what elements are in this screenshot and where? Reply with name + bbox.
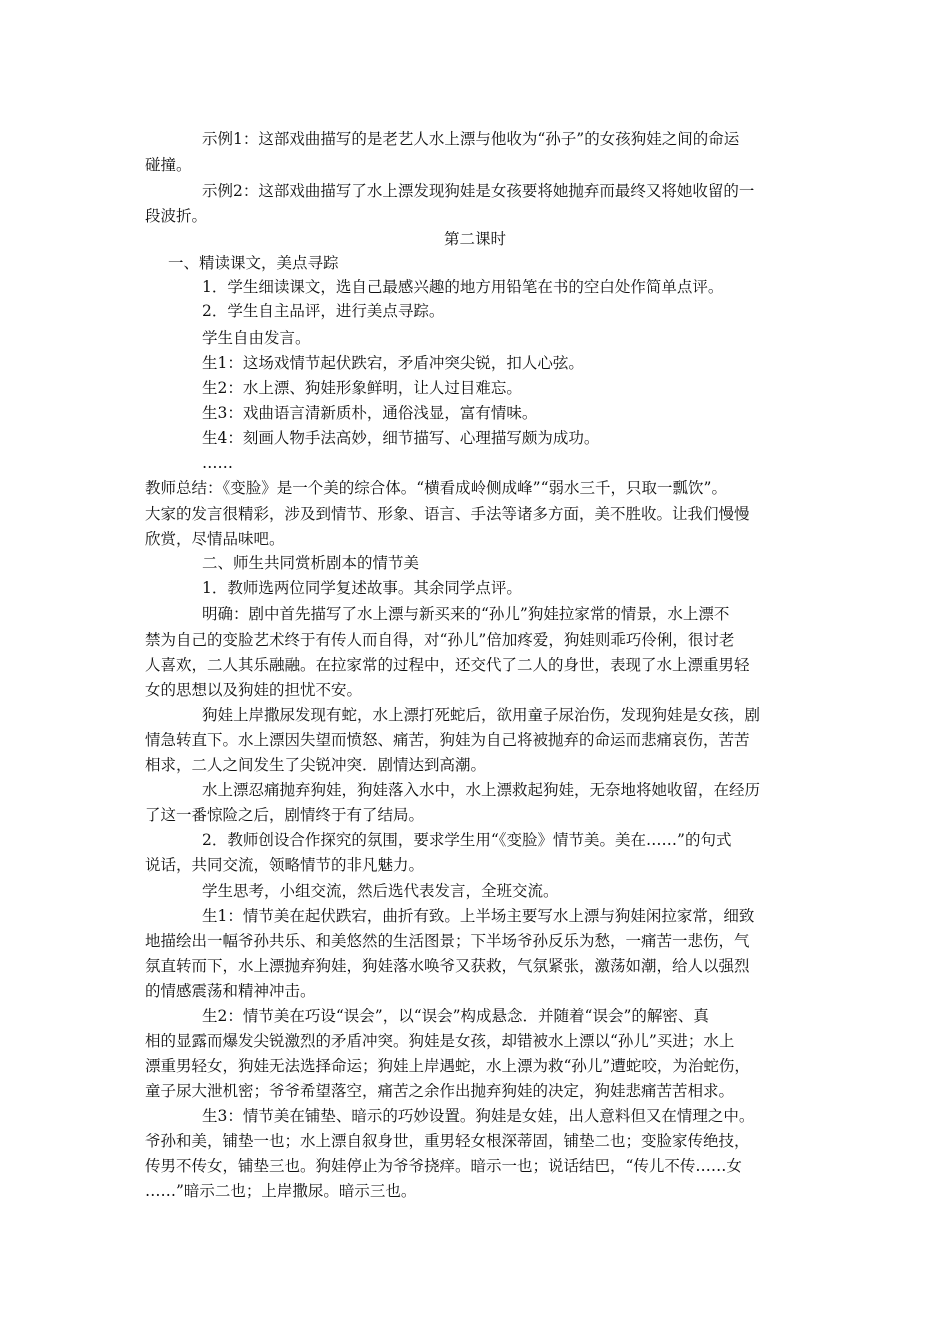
text-line: 2．教师创设合作探究的氛围，要求学生用“《变脸》情节美。美在……”的句式 xyxy=(202,831,732,849)
text-line: 氛直转而下，水上漂抛弃狗娃，狗娃落水唤爷又获救，气氛紧张，激荡如潮，给人以强烈 xyxy=(145,957,750,975)
text-line: 明确：剧中首先描写了水上漂与新买来的“孙儿”狗娃拉家常的情景，水上漂不 xyxy=(202,605,730,623)
text-line: 了这一番惊险之后，剧情终于有了结局。 xyxy=(145,806,425,824)
text-line: 爷孙和美，铺垫一也；水上漂自叙身世，重男轻女根深蒂固，铺垫二也；变脸家传绝技， xyxy=(145,1132,750,1150)
text-line: 地描绘出一幅爷孙共乐、和美悠然的生活图景；下半场爷孙反乐为愁，一痛苦一悲伤，气 xyxy=(145,932,750,950)
text-line: 示例1：这部戏曲描写的是老艺人水上漂与他收为“孙子”的女孩狗娃之间的命运 xyxy=(202,130,740,148)
text-line: 水上漂忍痛抛弃狗娃，狗娃落入水中，水上漂救起狗娃，无奈地将她收留，在经历 xyxy=(202,781,761,799)
text-line: 学生自由发言。 xyxy=(202,329,311,347)
text-line: 生4：刻画人物手法高妙，细节描写、心理描写颇为成功。 xyxy=(202,429,600,447)
text-line: 说话，共同交流，领略情节的非凡魅力。 xyxy=(145,856,425,874)
text-line: 人喜欢，二人其乐融融。在拉家常的过程中，还交代了二人的身世，表现了水上漂重男轻 xyxy=(145,656,750,674)
text-line: 2．学生自主品评，进行美点寻踪。 xyxy=(202,302,445,320)
text-line: 碰撞。 xyxy=(145,156,192,174)
text-line: 示例2：这部戏曲描写了水上漂发现狗娃是女孩要将她抛弃而最终又将她收留的一 xyxy=(202,182,755,200)
text-line: 漂重男轻女，狗娃无法选择命运；狗娃上岸遇蛇，水上漂为救“孙儿”遭蛇咬，为治蛇伤， xyxy=(145,1057,750,1075)
text-line: 生1：这场戏情节起伏跌宕，矛盾冲突尖锐，扣人心弦。 xyxy=(202,354,584,372)
text-line: 1．教师选两位同学复述故事。其余同学点评。 xyxy=(202,579,522,597)
text-line: 传男不传女，铺垫三也。狗娃停止为爷爷挠痒。暗示一也；说话结巴，“传儿不传……女 xyxy=(145,1157,742,1175)
text-line: 禁为自己的变脸艺术终于有传人而自得，对“孙儿”倍加疼爱，狗娃则乖巧伶俐，很讨老 xyxy=(145,631,735,649)
text-line: 学生思考，小组交流，然后选代表发言，全班交流。 xyxy=(202,882,559,900)
text-line: 生1：情节美在起伏跌宕，曲折有致。上半场主要写水上漂与狗娃闲拉家常，细致 xyxy=(202,907,755,925)
text-line: 大家的发言很精彩，涉及到情节、形象、语言、手法等诸多方面，美不胜收。让我们慢慢 xyxy=(145,505,750,523)
text-line: 教师总结：《变脸》是一个美的综合体。“横看成岭侧成峰”“弱水三千，只取一瓢饮”。 xyxy=(145,479,727,497)
text-line: 的情感震荡和精神冲击。 xyxy=(145,982,316,1000)
section-heading: 一、精读课文，美点寻踪 xyxy=(168,254,339,272)
text-line: 段波折。 xyxy=(145,207,208,225)
text-line: 生2：情节美在巧设“误会”，以“误会”构成悬念．并随着“误会”的解密、真 xyxy=(202,1007,709,1025)
section-title: 第二课时 xyxy=(443,230,506,248)
text-line: 生3：情节美在铺垫、暗示的巧妙设置。狗娃是女娃，出人意料但又在情理之中。 xyxy=(202,1107,755,1125)
text-line: 女的思想以及狗娃的担忧不安。 xyxy=(145,681,363,699)
text-line: 相的显露而爆发尖锐激烈的矛盾冲突。狗娃是女孩，却错被水上漂以“孙儿”买进；水上 xyxy=(145,1032,735,1050)
text-line: 童子尿大泄机密；爷爷希望落空，痛苦之余作出抛弃狗娃的决定，狗娃悲痛苦苦相求。 xyxy=(145,1082,735,1100)
text-line: 欣赏，尽情品味吧。 xyxy=(145,530,285,548)
text-line: 生3：戏曲语言清新质朴，通俗浅显，富有情味。 xyxy=(202,404,538,422)
text-line: ……”暗示二也；上岸撒尿。暗示三也。 xyxy=(145,1182,417,1200)
text-line: 情急转直下。水上漂因失望而愤怒、痛苦，狗娃为自己将被抛弃的命运而悲痛哀伤，苦苦 xyxy=(145,731,750,749)
text-line: 狗娃上岸撒尿发现有蛇，水上漂打死蛇后，欲用童子尿治伤，发现狗娃是女孩，剧 xyxy=(202,706,761,724)
text-line: …… xyxy=(202,454,233,472)
text-line: 生2：水上漂、狗娃形象鲜明，让人过目难忘。 xyxy=(202,379,522,397)
text-line: 1．学生细读课文，选自己最感兴趣的地方用铅笔在书的空白处作简单点评。 xyxy=(202,278,724,296)
section-heading: 二、师生共同赏析剧本的情节美 xyxy=(202,554,420,572)
text-line: 相求，二人之间发生了尖锐冲突．剧情达到高潮。 xyxy=(145,756,487,774)
